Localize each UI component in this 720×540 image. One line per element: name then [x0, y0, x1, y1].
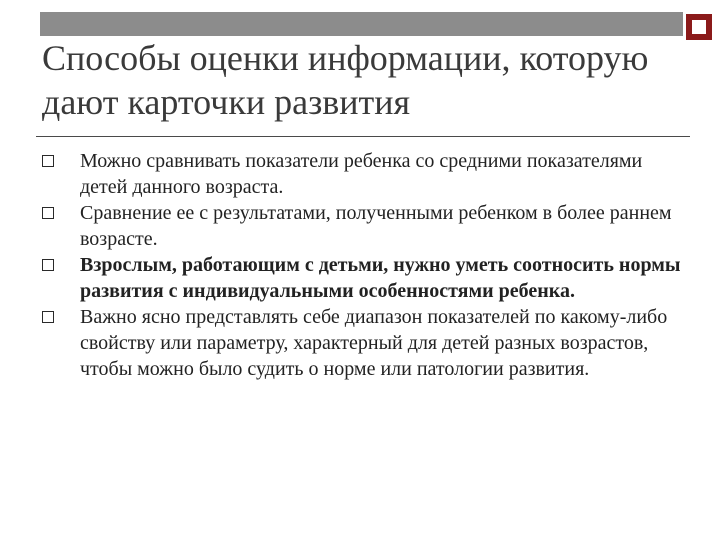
slide-title: Способы оценки информации, которую дают карточки развития: [42, 38, 649, 122]
corner-square-inner: [691, 19, 707, 35]
square-bullet-icon: [42, 155, 54, 167]
bullet-text: Можно сравнивать показатели ребенка со средними показателями детей данного возраста.: [80, 150, 643, 198]
bullet-item: [42, 252, 682, 304]
bullet-list: [42, 148, 682, 382]
corner-square-icon: [686, 14, 712, 40]
top-decorative-bar: [40, 12, 683, 36]
square-bullet-icon: [42, 207, 54, 219]
bullet-item: [42, 200, 682, 252]
title-divider: [36, 136, 690, 137]
square-bullet-icon: [42, 259, 54, 271]
bullet-text: Взрослым, работающим с детьми, нужно уметь соотносить нормы развития с индивидуальными особенностями ребенка.: [80, 254, 681, 302]
bullet-text: Важно ясно представлять себе диапазон показателей по какому-либо свойству или параметру, характерный для детей разных возрастов, чтобы можно было судить о норме или патологии развития.: [80, 306, 668, 380]
bullet-item: [42, 304, 682, 382]
square-bullet-icon: [42, 311, 54, 323]
bullet-text: Сравнение ее с результатами, полученными ребенком в более раннем возрасте.: [80, 202, 672, 250]
bullet-item: [42, 148, 682, 200]
